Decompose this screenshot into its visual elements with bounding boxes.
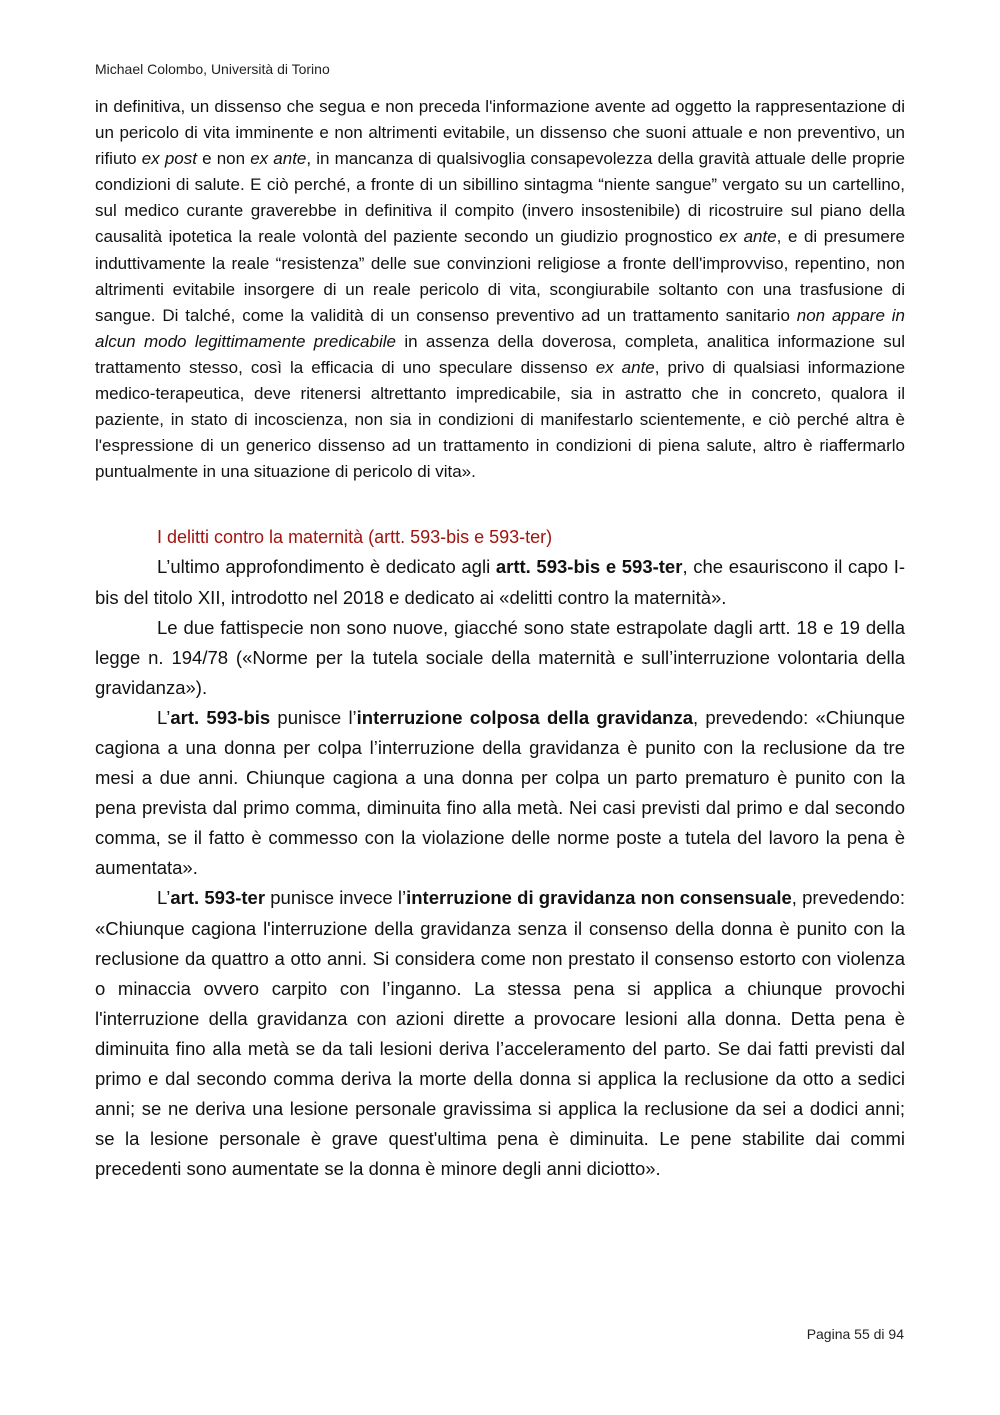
text-run: e non [196, 149, 251, 169]
bold-text: art. 593-ter [170, 887, 266, 909]
text-run: in definitiva, un dissenso che segua e non preceda l'informazione avente ad oggetto la rappresentazione di un pericolo di vita imminente e non altrimenti evitabile, un dissenso che suoni attuale e non preventivo, un rifiuto [95, 97, 905, 169]
page-number: Pagina 55 di 94 [806, 1326, 904, 1342]
body-paragraph [95, 552, 905, 612]
text-run: punisce invece l’ [265, 887, 407, 909]
text-run: in assenza della doverosa, completa, analitica informazione sul trattamento stesso, così la efficacia di uno speculare dissenso [95, 331, 906, 377]
section-paragraphs [95, 552, 905, 1184]
text-run: L’ [157, 706, 171, 728]
text-run: L’ultimo approfondimento è dedicato agli [157, 556, 496, 578]
bold-text: art. 593-bis [170, 706, 271, 728]
body-paragraph [95, 883, 905, 1184]
page-footer [807, 1326, 904, 1342]
text-run: , e di presumere induttivamente la reale “resistenza” delle sue convinzioni religiose a fronte dell'improvviso, repentino, non altrimenti evitabile insorgere di un reale pericolo di vita, scongiurabile soltanto con una trasfusione di sangue. Di talché, come la validità di un consenso preventivo ad un trattamento sanitario [95, 227, 906, 325]
text-run: , privo di qualsiasi informazione medico-terapeutica, deve ritenersi altrettanto impredicabile, sia in astratto che in concreto, qualora il paziente, in stato di incoscienza, non sia in condizioni di manifestarlo scientemente, e ciò perché altra è l'espressione di un generico dissenso ad un trattamento in condizioni di piena salute, altro è riaffermarlo puntualmente in una situazione di pericolo di vita». [95, 357, 906, 482]
text-run: Le due fattispecie non sono nuove, giacché sono state estrapolate dagli artt. 18 e 19 della legge n. 194/78 («Norme per la tutela sociale della maternità e sull’interruzione volontaria della gravidanza»). [95, 616, 905, 698]
italic-text: ex ante [595, 357, 655, 377]
body-paragraph [95, 703, 905, 884]
bold-text: artt. 593-bis e 593-ter [495, 556, 683, 578]
text-run: , in mancanza di qualsivoglia consapevolezza della gravità attuale delle proprie condizioni di salute. E ciò perché, a fronte di un sibillino sintagma “niente sangue” vergato su un cartellino, sul medico curante graverebbe in definitiva il compito (invero insostenibile) di ricostruire sul piano della causalità ipotetica la reale volontà del paziente secondo un giudizio prognostico [95, 149, 905, 247]
text-run: , prevedendo: «Chiunque cagiona l'interruzione della gravidanza senza il consenso della donna è punito con la reclusione da quattro a otto anni. Si considera come non prestato il consenso estorto con violenza o minaccia ovvero carpito con l’inganno. La stessa pena si applica a chiunque provochi l'interruzione della gravidanza con azioni dirette a provocare lesioni alla donna. Detta pena è diminuita fino alla metà se da tali lesioni deriva l’acceleramento del parto. Se dai fatti previsti dal primo e dal secondo comma deriva la morte della donna si applica la reclusione da otto a sedici anni; se ne deriva una lesione personale gravissima si applica la reclusione da sei a dodici anni; se la lesione personale è grave quest'ultima pena è diminuita. Le pene stabilite dai commi precedenti sono aumentate se la donna è minore degli anni diciotto». [95, 887, 905, 1180]
italic-text: ex ante [719, 227, 777, 247]
text-run: punisce l’ [270, 706, 357, 728]
italic-text: non appare in alcun modo legittimamente predicabile [95, 305, 905, 351]
bold-text: interruzione colposa della gravidanza [356, 706, 693, 728]
bold-text: interruzione di gravidanza non consensuale [406, 887, 792, 909]
text-run: L’ [157, 887, 171, 909]
header-author-affiliation: Michael Colombo, Università di Torino [95, 61, 330, 77]
italic-text: ex post [141, 149, 197, 169]
section-title: I delitti contro la maternità (artt. 593-bis e 593-ter) [157, 527, 553, 548]
italic-text: ex ante [250, 149, 307, 169]
text-run: , che esauriscono il capo I-bis del titolo XII, introdotto nel 2018 e dedicato ai «delitti contro la maternità». [95, 556, 906, 608]
page-header [95, 61, 330, 77]
text-run: , prevedendo: «Chiunque cagiona a una donna per colpa l’interruzione della gravidanza è punito con la reclusione da tre mesi a due anni. Chiunque cagiona a una donna per colpa un parto prematuro è punito con la pena prevista dal primo comma, diminuita fino alla metà. Nei casi previsti dal primo e dal secondo comma, se il fatto è commesso con la violazione delle norme poste a tutela del lavoro la pena è aumentata». [95, 706, 905, 879]
quoted-judgment-text [95, 94, 905, 485]
page-body [95, 94, 905, 1184]
body-paragraph [95, 613, 905, 703]
